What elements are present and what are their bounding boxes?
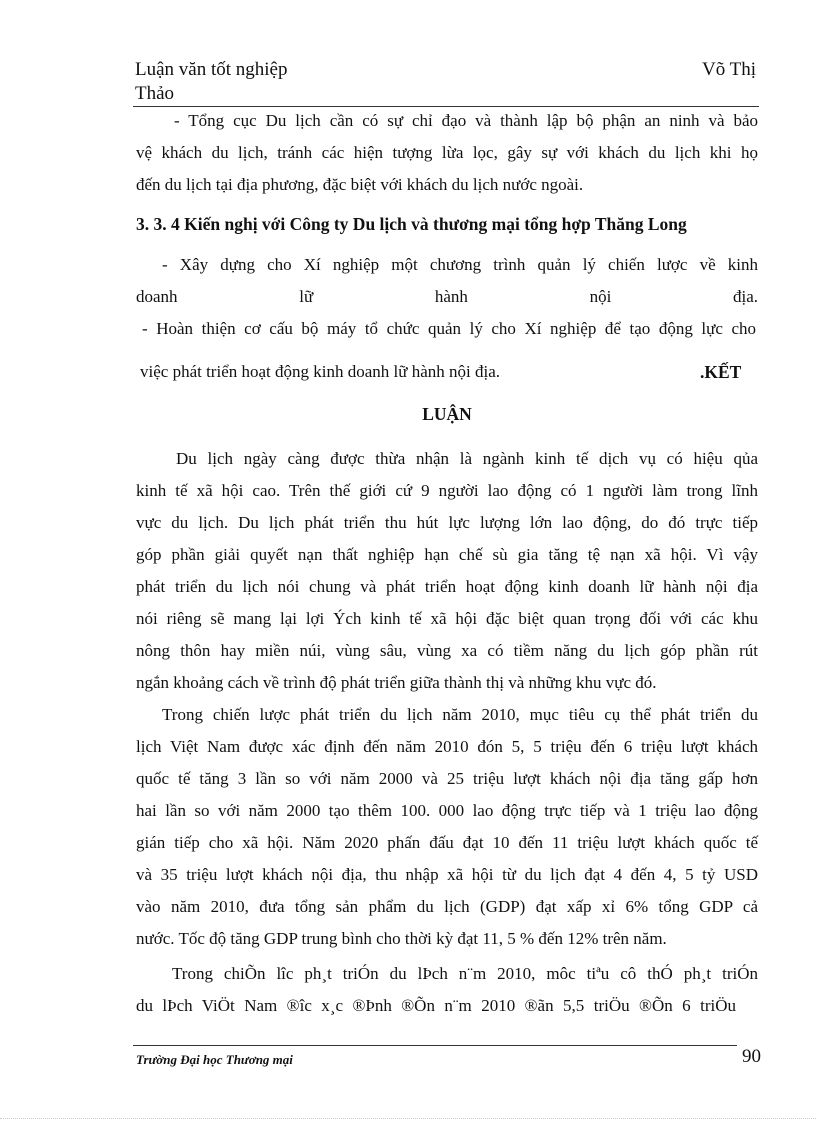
paragraph-line: nói riêng sẽ mang lại lợi Ých kinh tế xã hội đặc biệt quan trọng đối với các khu: [136, 609, 758, 628]
conclusion-heading-part1: .KẾT: [700, 362, 742, 382]
paragraph-line: doanh lữ hành nội địa.: [136, 287, 758, 306]
header-author-name: Võ Thị: [701, 59, 756, 80]
paragraph-line: Trong chiến lược phát triển du lịch năm 2010, mục tiêu cụ thể phát triển du: [162, 705, 758, 724]
paragraph-line: vệ khách du lịch, tránh các hiện tượng lừa lọc, gây sự với khách du lịch khi họ: [136, 143, 758, 162]
footer-divider: [133, 1045, 737, 1046]
paragraph-line: hai lần so với năm 2000 tạo thêm 100. 000 lao động trực tiếp và 1 triệu lao động: [136, 801, 758, 820]
header-author-surname: Thảo: [135, 83, 175, 104]
paragraph-line: và 35 triệu lượt khách nội địa, thu nhập xã hội từ du lịch đạt 4 đến 4, 5 tỷ USD: [136, 865, 758, 884]
section-heading: 3. 3. 4 Kiến nghị với Công ty Du lịch và thương mại tổng hợp Thăng Long: [136, 214, 687, 234]
paragraph-line: Trong chiÕn lîc ph¸t triÓn du lÞch n¨m 2010, môc tiªu cô thÓ ph¸t triÓn: [172, 964, 758, 983]
paragraph-line: gián tiếp cho xã hội. Năm 2020 phấn đấu đạt 10 đến 11 triệu lượt khách quốc tế: [136, 833, 758, 852]
paragraph-line: kinh tế xã hội cao. Trên thế giới cứ 9 người lao động có 1 người làm trong lĩnh: [136, 481, 758, 500]
paragraph-line: - Xây dựng cho Xí nghiệp một chương trình quản lý chiến lược về kinh: [162, 255, 758, 274]
paragraph-line: quốc tế tăng 3 lần so với năm 2000 và 25 triệu lượt khách nội địa tăng gấp hơn: [136, 769, 758, 788]
paragraph-line: vào năm 2010, đưa tổng sản phẩm du lịch (GDP) đạt xấp xỉ 6% tổng GDP cả: [136, 897, 758, 916]
paragraph-line: việc phát triển hoạt động kinh doanh lữ hành nội địa.: [140, 362, 500, 381]
paragraph-line: lịch Việt Nam được xác định đến năm 2010 đón 5, 5 triệu đến 6 triệu lượt khách: [136, 737, 758, 756]
paragraph-line: du lÞch ViÖt Nam ®îc x¸c ®Þnh ®Õn n¨m 2010 ®ãn 5,5 triÖu ®Õn 6 triÖu: [136, 996, 736, 1015]
paragraph-line: góp phần giải quyết nạn thất nghiệp hạn chế sù gia tăng tệ nạn xã hội. Vì vậy: [136, 545, 758, 564]
page-edge-dots: [0, 1118, 816, 1119]
paragraph-line: - Hoàn thiện cơ cấu bộ máy tổ chức quản lý cho Xí nghiệp để tạo động lực cho: [142, 319, 756, 338]
header-left: [135, 58, 335, 106]
footer-school-name: Trường Đại học Thương mại: [136, 1052, 293, 1067]
paragraph-line: Du lịch ngày càng được thừa nhận là ngành kinh tế dịch vụ có hiệu qủa: [176, 449, 758, 468]
paragraph-line: - Tổng cục Du lịch cần có sự chỉ đạo và thành lập bộ phận an ninh và bảo: [174, 111, 758, 130]
paragraph-line: ngắn khoảng cách về trình độ phát triển giữa thành thị và những khu vực đó.: [136, 673, 657, 692]
paragraph-line: vực du lịch. Du lịch phát triển thu hút lực lượng lớn lao động, do đó trực tiếp: [136, 513, 758, 532]
paragraph-line: phát triển du lịch nói chung và phát triển hoạt động kinh doanh lữ hành nội địa: [136, 577, 758, 596]
paragraph-line: đến du lịch tại địa phương, đặc biệt với khách du lịch nước ngoài.: [136, 175, 584, 194]
paragraph-line: nông thôn hay miền núi, vùng sâu, vùng xa có tiềm năng du lịch góp phần rút: [136, 641, 758, 660]
paragraph-line: nước. Tốc độ tăng GDP trung bình cho thời kỳ đạt 11, 5 % đến 12% trên năm.: [136, 929, 667, 948]
conclusion-heading-part2: LUẬN: [422, 404, 472, 424]
header-thesis-label: Luận văn tốt nghiệp: [135, 59, 288, 80]
page-number: 90: [742, 1046, 761, 1067]
